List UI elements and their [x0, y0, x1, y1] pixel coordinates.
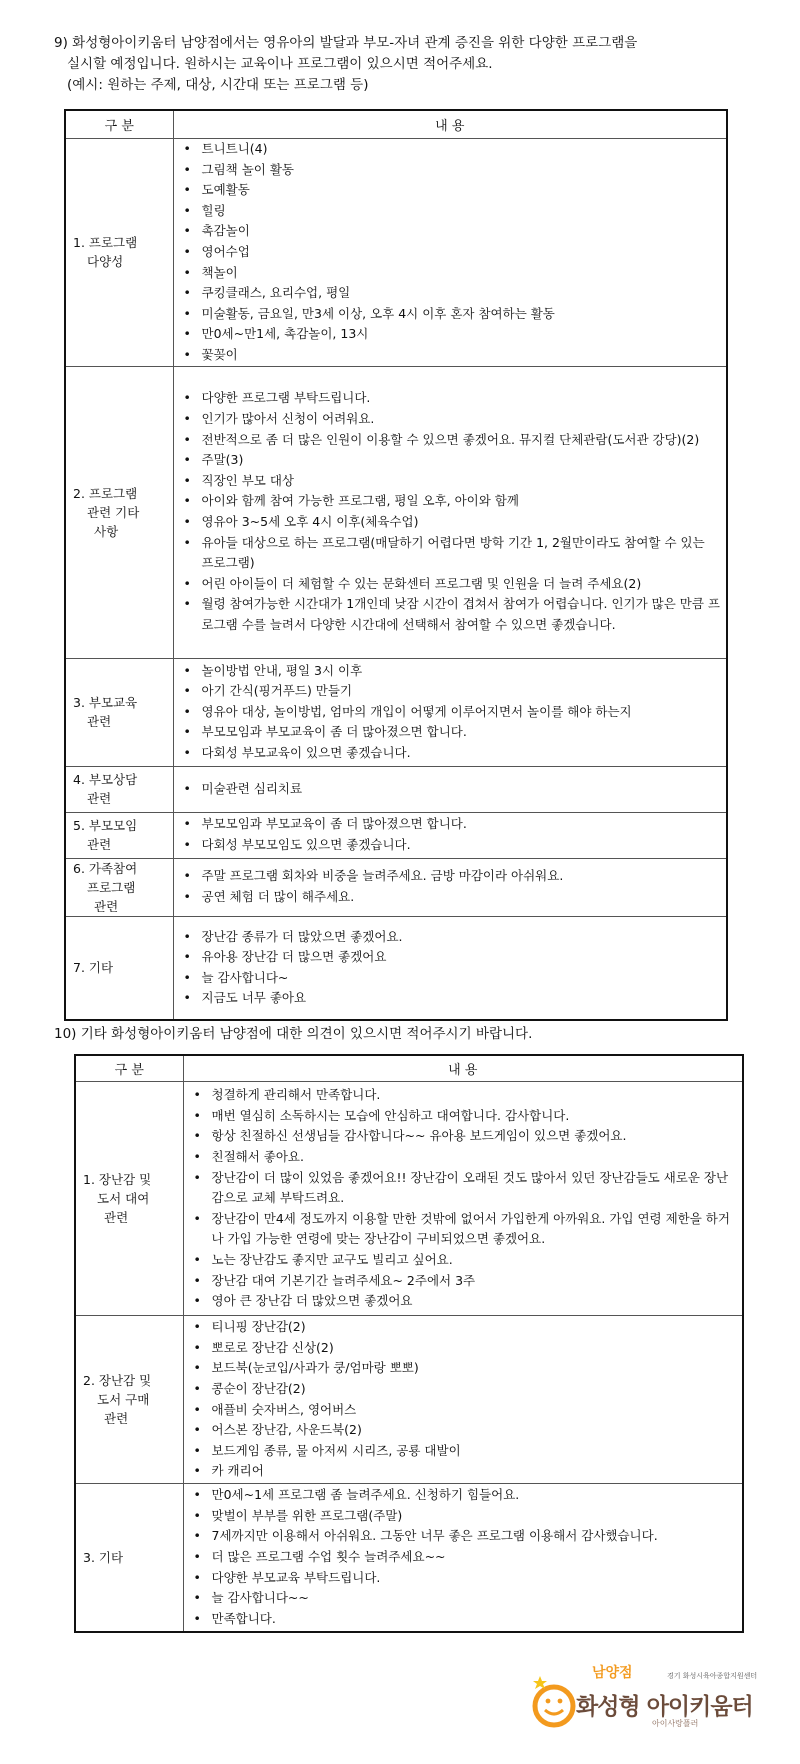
- list-item: • 미술활동, 금요일, 만3세 이상, 오후 4시 이후 혼자 참여하는 활동: [180, 304, 721, 325]
- q10-content-list: [184, 1085, 743, 1312]
- list-item: • 늘 감사합니다~~: [190, 1588, 737, 1609]
- list-item: • 책놀이: [180, 263, 721, 284]
- q9-content-cell: [173, 766, 727, 812]
- q10-category-label: 3. 기타: [83, 1549, 124, 1565]
- q9-content-cell: [173, 658, 727, 766]
- q9-row: [65, 139, 727, 367]
- q9-content-list: [174, 388, 727, 635]
- q10-category-cell: [75, 1082, 183, 1316]
- q10-header-content: 내 용: [183, 1055, 743, 1082]
- list-item: • 매번 열심히 소독하시는 모습에 안심하고 대여합니다. 감사합니다.: [190, 1106, 737, 1127]
- q10-category-label: 도서 대여: [97, 1191, 150, 1206]
- list-item: • 다회성 부모교육이 있으면 좋겠습니다.: [180, 743, 721, 764]
- list-item: • 맞벌이 부부를 위한 프로그램(주말): [190, 1506, 737, 1527]
- q9-line1: 9) 화성형아이키움터 남양점에서는 영유아의 발달과 부모-자녀 관계 증진을 위한 다양한 프로그램을: [54, 35, 638, 51]
- list-item: • 장난감 종류가 더 많았으면 좋겠어요.: [180, 927, 721, 948]
- q9-content-cell: [173, 916, 727, 1020]
- q9-content-list: [174, 139, 727, 366]
- q9-category-label: 관련: [87, 791, 112, 807]
- list-item: • 공연 체험 더 많이 해주세요.: [180, 887, 721, 908]
- list-item: • 다양한 프로그램 부탁드립니다.: [180, 388, 721, 409]
- q9-category-label: 7. 기타: [73, 960, 114, 976]
- list-item: • 만족합니다.: [190, 1609, 737, 1630]
- q10-row: [75, 1316, 743, 1484]
- q10-content-cell: [183, 1082, 743, 1316]
- question-10-text: [54, 1024, 532, 1045]
- list-item: • 유아들 대상으로 하는 프로그램(매달하기 어렵다면 방학 기간 1, 2월만이라도 참여할 수 있는 프로그램): [180, 533, 721, 574]
- q9-category-label: 프로그램: [87, 879, 136, 895]
- list-item: • 애플비 숫자버스, 영어버스: [190, 1400, 737, 1421]
- list-item: • 영아 큰 장난감 더 많았으면 좋겠어요: [190, 1291, 737, 1312]
- q9-content-cell: [173, 366, 727, 658]
- q9-category-label: 5. 부모모임: [73, 818, 138, 834]
- list-item: • 노는 장난감도 좋지만 교구도 빌리고 싶어요.: [190, 1250, 737, 1271]
- q9-content-cell: [173, 858, 727, 916]
- q10-category-label: 관련: [104, 1210, 129, 1225]
- q10-category-label: 1. 장난감 및: [83, 1172, 152, 1187]
- list-item: • 놀이방법 안내, 평일 3시 이후: [180, 661, 721, 682]
- list-item: • 청결하게 관리해서 만족합니다.: [190, 1085, 737, 1106]
- logo-main: [576, 1688, 753, 1721]
- q10-category-label: 관련: [104, 1411, 129, 1426]
- list-item: • 그림책 놀이 활동: [180, 160, 721, 181]
- q9-line3: (예시: 원하는 주제, 대상, 시간대 또는 프로그램 등): [67, 77, 369, 93]
- logo-sub: 아이사랑플러: [652, 1719, 699, 1728]
- q9-category-label: 3. 부모교육: [73, 695, 138, 711]
- question-9-text: [54, 33, 637, 96]
- q9-content-list: [174, 779, 727, 800]
- q10-category-cell: [75, 1484, 183, 1632]
- list-item: • 어린 아이들이 더 체험할 수 있는 문화센터 프로그램 및 인원을 더 늘려 주세요(2): [180, 574, 721, 595]
- q9-content-list: [174, 814, 727, 855]
- list-item: • 꽃꽂이: [180, 345, 721, 366]
- q9-category-label: 관련: [87, 837, 112, 853]
- list-item: • 쿠킹클래스, 요리수업, 평일: [180, 283, 721, 304]
- list-item: • 아이와 함께 참여 가능한 프로그램, 평일 오후, 아이와 함께: [180, 491, 721, 512]
- list-item: • 장난감이 더 많이 있었음 좋겠어요!! 장난감이 오래된 것도 많아서 있던 장난감들도 새로운 장난감으로 교체 부탁드려요.: [190, 1168, 737, 1209]
- q9-category-label: 1. 프로그램: [73, 235, 138, 251]
- list-item: • 월령 참여가능한 시간대가 1개인데 낮잠 시간이 겹쳐서 참여가 어렵습니다. 인기가 많은 만큼 프로그램 수를 늘려서 다양한 시간대에 선택해서 참여할 수 있으면 좋겠습니다.: [180, 594, 721, 635]
- organization-logo: [532, 1654, 760, 1744]
- list-item: • 유아용 장난감 더 많으면 좋겠어요: [180, 947, 721, 968]
- q9-category-label: 관련 기타: [87, 504, 140, 520]
- list-item: • 촉감놀이: [180, 221, 721, 242]
- q9-header-content: 내 용: [173, 110, 727, 139]
- q10-content-cell: [183, 1316, 743, 1484]
- q10-header-category: 구 분: [75, 1055, 183, 1082]
- list-item: • 항상 친절하신 선생님들 감사합니다~~ 유아용 보드게임이 있으면 좋겠어요.: [190, 1126, 737, 1147]
- list-item: • 트니트니(4): [180, 139, 721, 160]
- list-item: • 어스본 장난감, 사운드북(2): [190, 1420, 737, 1441]
- list-item: • 지금도 너무 좋아요: [180, 988, 721, 1009]
- list-item: • 힐링: [180, 201, 721, 222]
- q9-row: [65, 366, 727, 658]
- list-item: • 미술관련 심리치료: [180, 779, 721, 800]
- q10-content-list: [184, 1317, 743, 1482]
- q9-category-label: 2. 프로그램: [73, 485, 138, 501]
- list-item: • 티니핑 장난감(2): [190, 1317, 737, 1338]
- list-item: • 친절해서 좋아요.: [190, 1147, 737, 1168]
- q9-category-cell: [65, 366, 173, 658]
- list-item: • 부모모임과 부모교육이 좀 더 많아졌으면 합니다.: [180, 722, 721, 743]
- q9-row: [65, 658, 727, 766]
- q10-table-header: [75, 1055, 743, 1082]
- list-item: • 보드게임 종류, 물 아저씨 시리즈, 공룡 대발이: [190, 1441, 737, 1462]
- q9-category-label: 4. 부모상담: [73, 772, 138, 788]
- list-item: • 아기 간식(핑거푸드) 만들기: [180, 681, 721, 702]
- q10-row: [75, 1082, 743, 1316]
- q9-table-header: [65, 110, 727, 139]
- q9-category-cell: [65, 858, 173, 916]
- q10-table: [74, 1054, 744, 1633]
- q10-line1: 10) 기타 화성형아이키움터 남양점에 대한 의견이 있으시면 적어주시기 바랍니다.: [54, 1026, 533, 1042]
- q10-category-label: 2. 장난감 및: [83, 1373, 152, 1388]
- q9-content-cell: [173, 812, 727, 858]
- q9-row: [65, 858, 727, 916]
- list-item: • 장난감 대여 기본기간 늘려주세요~ 2주에서 3주: [190, 1271, 737, 1292]
- q10-row: [75, 1484, 743, 1632]
- list-item: • 콩순이 장난감(2): [190, 1379, 737, 1400]
- logo-org: 경기 화성시육아종합지원센터: [667, 1672, 758, 1680]
- list-item: • 인기가 많아서 신청이 어려워요.: [180, 409, 721, 430]
- q9-category-cell: [65, 916, 173, 1020]
- q9-content-cell: [173, 139, 727, 367]
- list-item: • 영유아 3~5세 오후 4시 이후(체육수업): [180, 512, 721, 533]
- q9-category-cell: [65, 139, 173, 367]
- list-item: • 영어수업: [180, 242, 721, 263]
- q10-content-cell: [183, 1484, 743, 1632]
- q9-row: [65, 812, 727, 858]
- list-item: • 다양한 부모교육 부탁드립니다.: [190, 1568, 737, 1589]
- logo-main-text: 화성형 아이키움터: [576, 1694, 753, 1720]
- q9-category-cell: [65, 812, 173, 858]
- q9-row: [65, 916, 727, 1020]
- q9-line2: 실시할 예정입니다. 원하시는 교육이나 프로그램이 있으시면 적어주세요.: [67, 56, 493, 72]
- q10-content-list: [184, 1485, 743, 1629]
- list-item: • 도예활동: [180, 180, 721, 201]
- list-item: • 다회성 부모모임도 있으면 좋겠습니다.: [180, 835, 721, 856]
- q9-category-label: 다양성: [87, 254, 124, 270]
- list-item: • 만0세~만1세, 촉감놀이, 13시: [180, 324, 721, 345]
- q9-category-cell: [65, 658, 173, 766]
- list-item: • 직장인 부모 대상: [180, 471, 721, 492]
- q9-category-label: 관련: [87, 714, 112, 730]
- list-item: • 영유아 대상, 놀이방법, 엄마의 개입이 어떻게 이루어지면서 놀이를 해야 하는지: [180, 702, 721, 723]
- list-item: • 카 캐리어: [190, 1461, 737, 1482]
- q9-category-label: 관련: [94, 898, 119, 914]
- q9-content-list: [174, 927, 727, 1009]
- q9-table: [64, 109, 728, 1021]
- list-item: • 7세까지만 이용해서 아쉬워요. 그동안 너무 좋은 프로그램 이용해서 감사했습니다.: [190, 1526, 737, 1547]
- q10-category-label: 도서 구매: [97, 1392, 150, 1407]
- list-item: • 주말 프로그램 회차와 비중을 늘려주세요. 금방 마감이라 아쉬워요.: [180, 866, 721, 887]
- q9-header-category: 구 분: [65, 110, 173, 139]
- q9-category-cell: [65, 766, 173, 812]
- q9-category-label: 사항: [94, 523, 119, 539]
- logo-branch: 남양점: [592, 1665, 633, 1681]
- q9-category-label: 6. 가족참여: [73, 860, 138, 876]
- q9-content-list: [174, 661, 727, 764]
- q10-category-cell: [75, 1316, 183, 1484]
- list-item: • 장난감이 만4세 정도까지 이용할 만한 것밖에 없어서 가입한게 아까워요. 가입 연령 제한을 하거나 가입 가능한 연령에 맞는 장난감이 구비되었으면 좋겠어요.: [190, 1209, 737, 1250]
- list-item: • 늘 감사합니다~: [180, 968, 721, 989]
- list-item: • 주말(3): [180, 450, 721, 471]
- list-item: • 만0세~1세 프로그램 좀 늘려주세요. 신청하기 힘들어요.: [190, 1485, 737, 1506]
- list-item: • 뽀로로 장난감 신상(2): [190, 1338, 737, 1359]
- list-item: • 전반적으로 좀 더 많은 인원이 이용할 수 있으면 좋겠어요. 뮤지컬 단체관람(도서관 강당)(2): [180, 430, 721, 451]
- q9-content-list: [174, 866, 727, 907]
- list-item: • 더 많은 프로그램 수업 횟수 늘려주세요~~: [190, 1547, 737, 1568]
- list-item: • 부모모임과 부모교육이 좀 더 많아졌으면 합니다.: [180, 814, 721, 835]
- list-item: • 보드북(눈코입/사과가 쿵/엄마랑 뽀뽀): [190, 1358, 737, 1379]
- q9-row: [65, 766, 727, 812]
